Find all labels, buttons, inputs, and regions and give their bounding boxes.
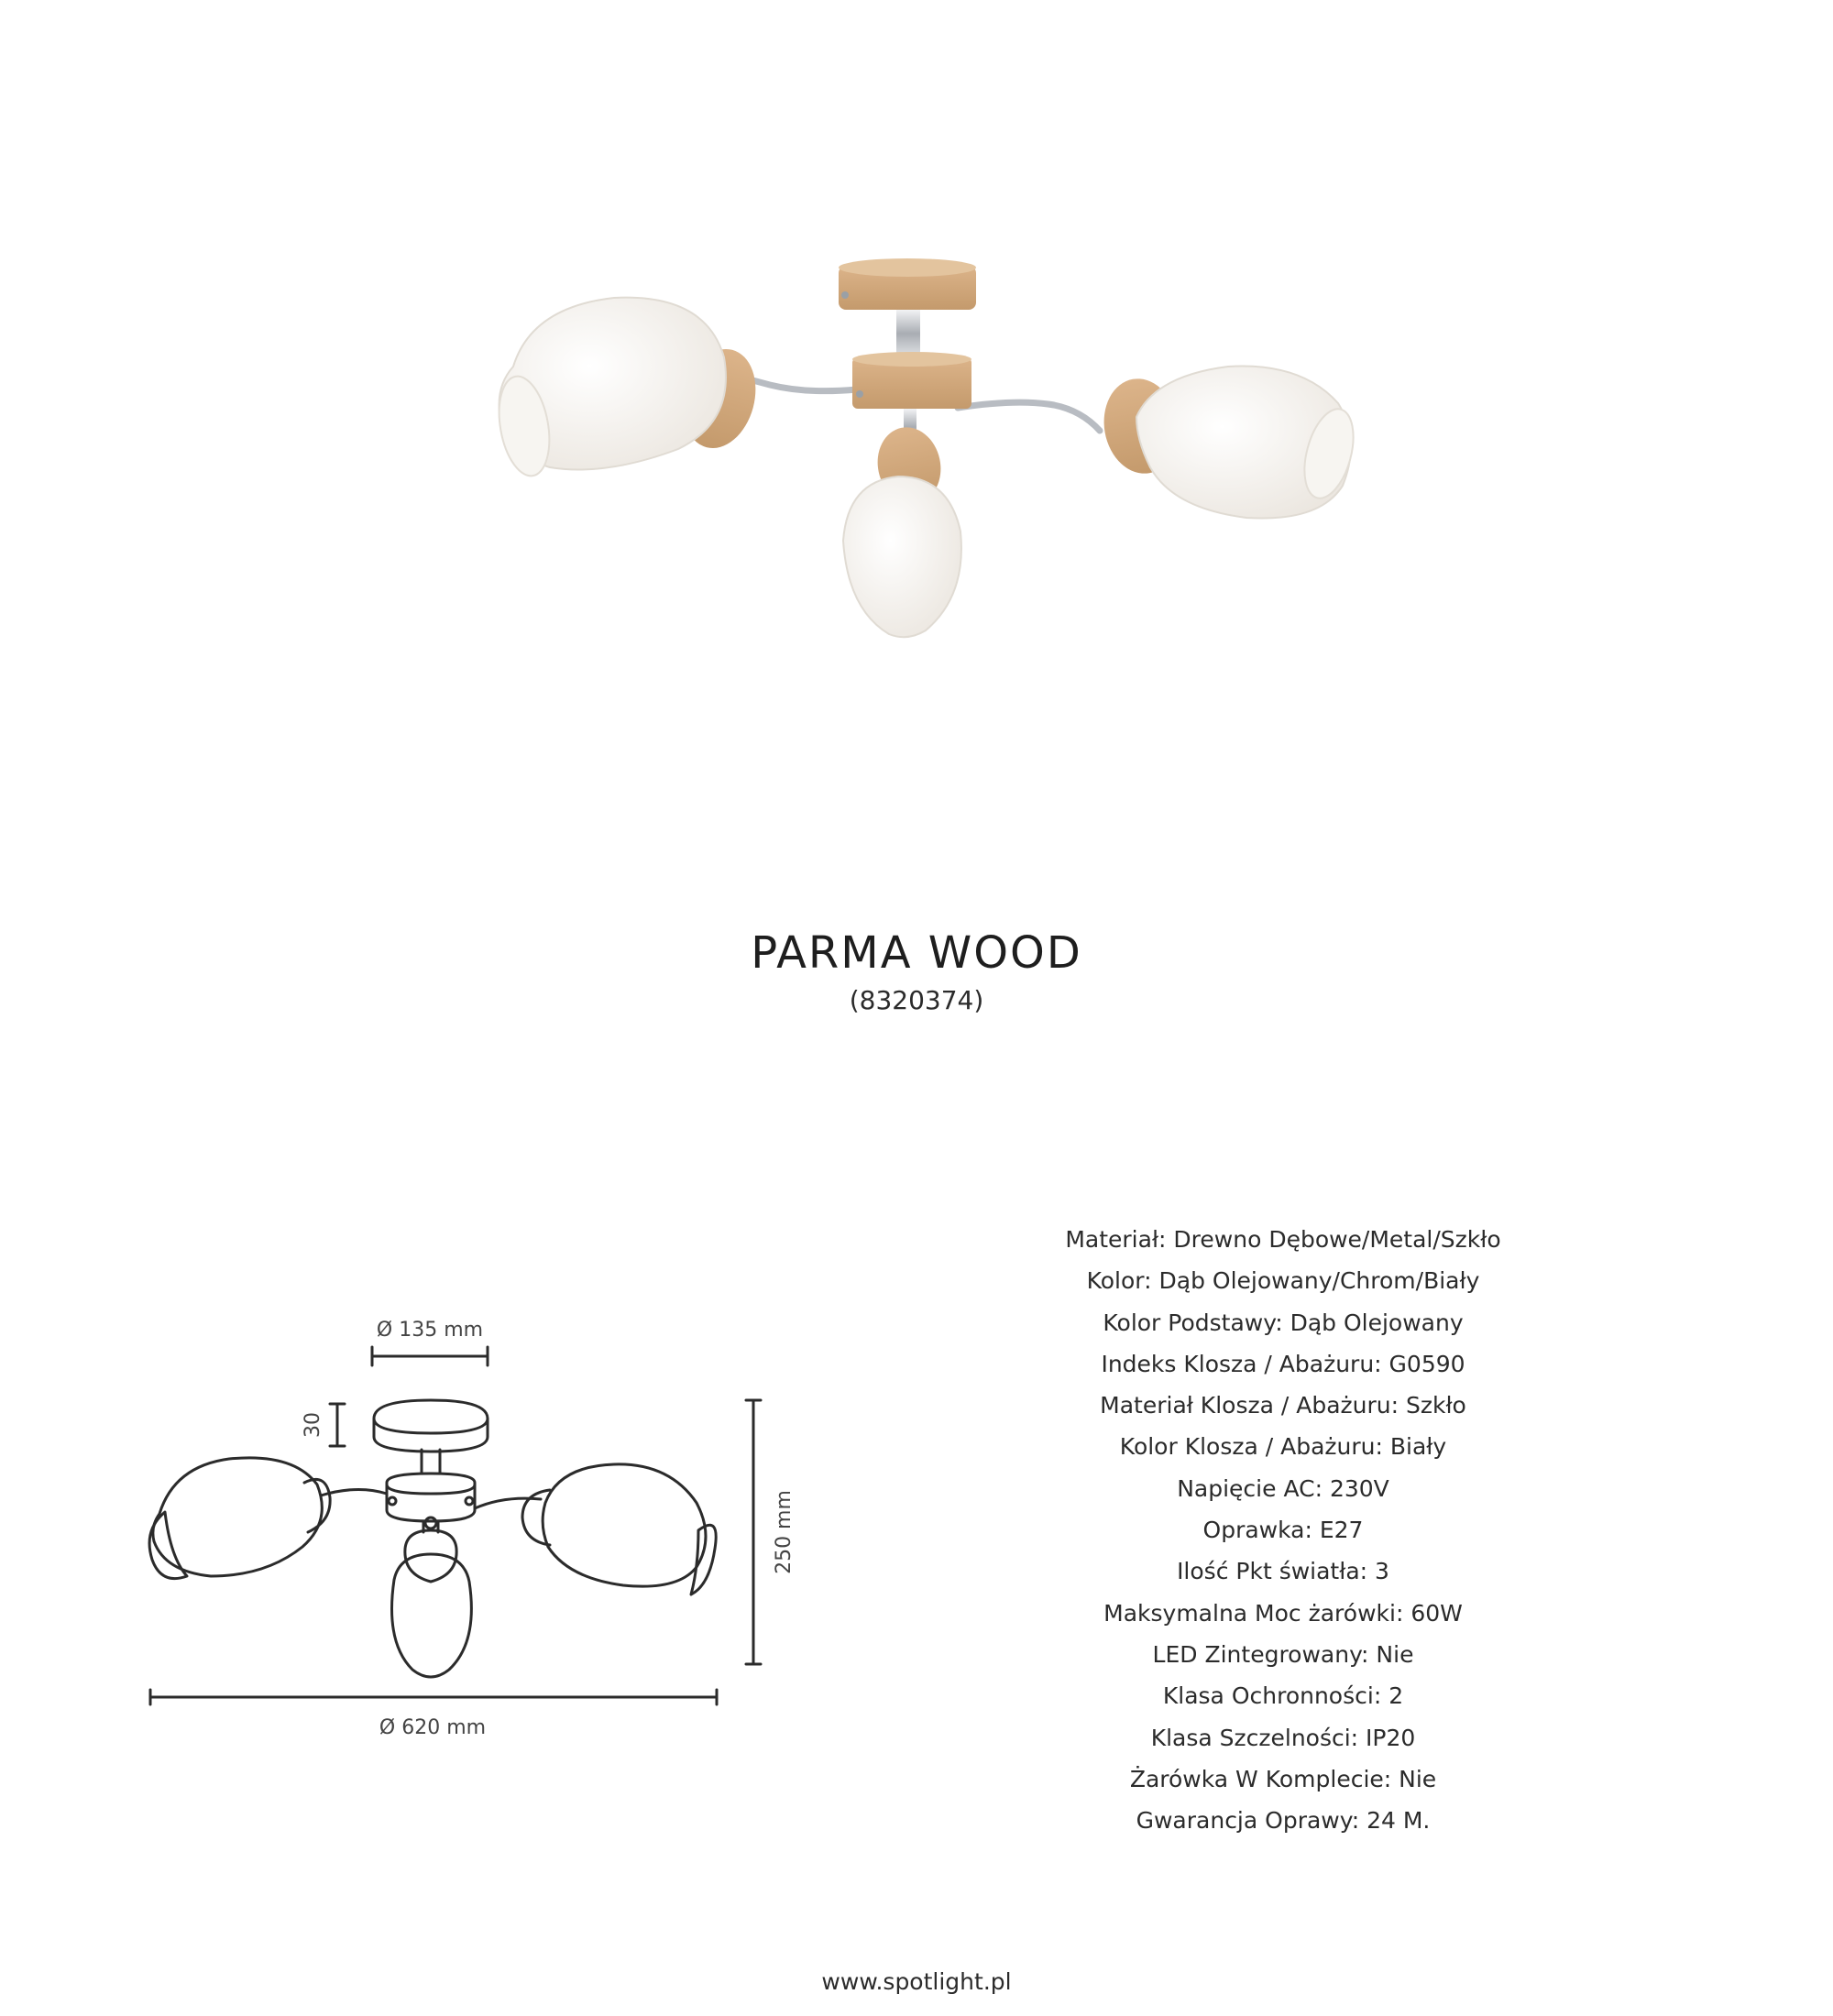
dim-base-diameter	[372, 1319, 488, 1365]
right-arm	[958, 402, 1100, 431]
title-block	[0, 926, 1833, 1019]
dim-total-diameter-label: Ø 620 mm	[379, 1716, 487, 1739]
chrome-stem	[896, 310, 920, 357]
dim-base-height	[302, 1404, 345, 1446]
left-arm	[742, 378, 857, 391]
technical-drawing	[137, 1301, 834, 1741]
specifications-list	[916, 1219, 1650, 1841]
drawing-right-lamp	[522, 1464, 716, 1594]
dim-total-height	[746, 1400, 796, 1664]
spec-item: Maksymalna Moc żarówki: 60W	[1103, 1599, 1463, 1627]
dim-total-height-label: 250 mm	[773, 1490, 796, 1574]
drawing-center-lamp	[392, 1517, 472, 1677]
dim-total-diameter	[150, 1690, 717, 1739]
spec-item: Kolor: Dąb Olejowany/Chrom/Biały	[1086, 1267, 1480, 1295]
ceiling-canopy	[839, 258, 976, 310]
spec-item: Napięcie AC: 230V	[1177, 1474, 1389, 1502]
spec-item: Oprawka: E27	[1202, 1517, 1364, 1544]
central-hub	[852, 352, 971, 409]
drawing-hub	[387, 1474, 475, 1521]
spec-item: Materiał: Drewno Dębowe/Metal/Szkło	[1065, 1226, 1501, 1253]
footer-url[interactable]: www.spotlight.pl	[821, 1968, 1012, 1995]
center-lamp	[843, 422, 961, 637]
spec-item: Ilość Pkt światła: 3	[1177, 1558, 1389, 1585]
spec-item: Indeks Klosza / Abażuru: G0590	[1101, 1350, 1465, 1377]
drawing-canopy	[374, 1400, 488, 1452]
product-name: PARMA WOOD	[751, 927, 1082, 979]
drawing-left-lamp	[149, 1458, 330, 1579]
product-code: (8320374)	[849, 985, 984, 1015]
left-lamp	[495, 298, 766, 480]
spec-item: Klasa Ochronności: 2	[1162, 1682, 1404, 1710]
drawing-stem	[422, 1450, 440, 1474]
spec-item: Gwarancja Oprawy: 24 M.	[1136, 1807, 1431, 1835]
product-photo	[495, 257, 1356, 669]
drawing-right-arm	[475, 1498, 541, 1508]
spec-item: Materiał Klosza / Abażuru: Szkło	[1100, 1392, 1466, 1419]
spec-item: Kolor Podstawy: Dąb Olejowany	[1103, 1309, 1464, 1336]
spec-item: LED Zintegrowany: Nie	[1152, 1640, 1414, 1668]
right-lamp	[1097, 367, 1356, 519]
spec-item: Żarówka W Komplecie: Nie	[1129, 1765, 1437, 1792]
dim-base-diameter-label: Ø 135 mm	[376, 1319, 484, 1342]
spec-item: Klasa Szczelności: IP20	[1150, 1724, 1416, 1751]
dim-base-height-label: 30	[302, 1412, 324, 1438]
spec-item: Kolor Klosza / Abażuru: Biały	[1119, 1433, 1447, 1461]
